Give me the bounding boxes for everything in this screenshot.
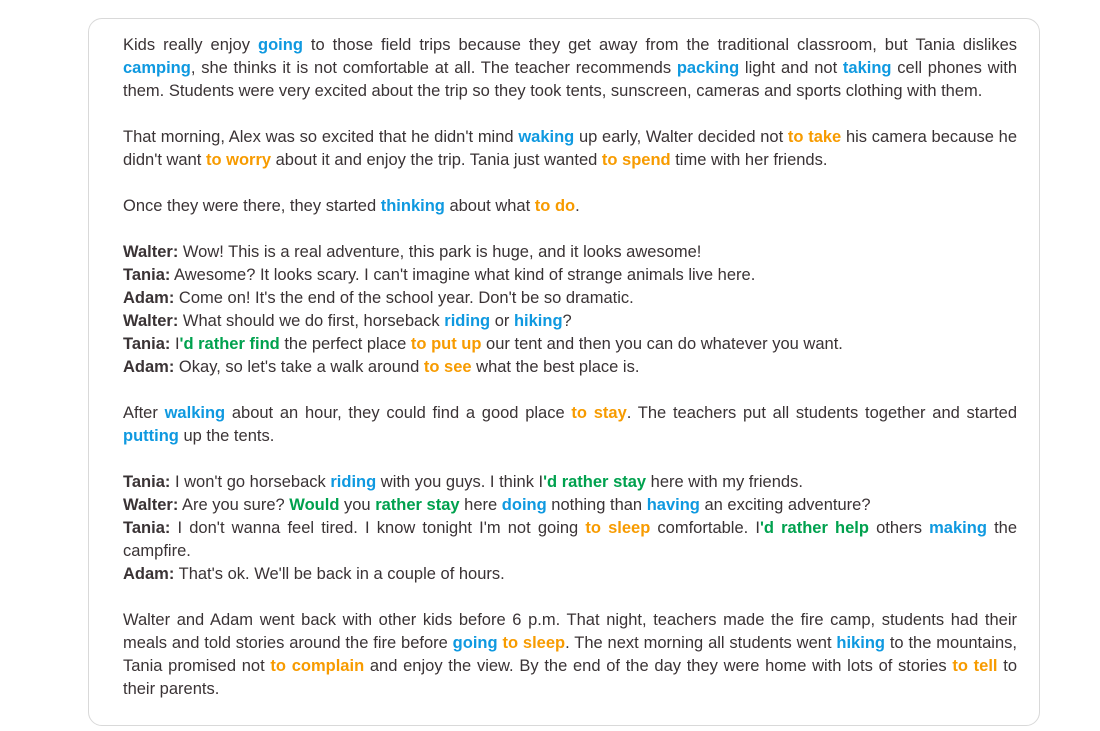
paragraph: [123, 402, 1022, 448]
highlighted-word-orange: to see: [423, 358, 472, 376]
paragraph: [123, 609, 1022, 701]
text-segment: about it and enjoy the trip. Tania just wanted: [271, 151, 602, 169]
text-segment: here with my friends.: [646, 473, 803, 491]
text-segment: to the mountains, Tania promised not: [123, 634, 1022, 675]
speaker-name: Tania:: [123, 473, 171, 491]
highlighted-word-blue: packing: [676, 59, 740, 77]
text-segment: you: [339, 496, 376, 514]
highlighted-word-green: 'd rather stay: [543, 473, 647, 491]
speaker-name: Adam:: [123, 289, 175, 307]
dialogue-line: [123, 287, 1017, 310]
highlighted-word-orange: to complain: [270, 657, 365, 675]
speaker-name: Tania:: [123, 519, 171, 537]
text-segment: our tent and then you can do whatever you want.: [481, 335, 843, 353]
highlighted-word-blue: waking: [518, 128, 575, 146]
dialogue-line: [123, 333, 1017, 356]
speaker-name: Walter:: [123, 243, 179, 261]
speaker-name: Walter:: [123, 312, 179, 330]
passage-text: [123, 34, 1022, 701]
paragraph: [123, 34, 1022, 103]
text-segment: or: [490, 312, 514, 330]
text-segment: . The next morning all students went: [565, 634, 837, 652]
highlighted-word-green: rather stay: [375, 496, 460, 514]
text-segment: , she thinks it is not comfortable at all. The teacher recommends: [190, 59, 677, 77]
text-segment: That morning, Alex was so excited that he didn't mind: [123, 128, 519, 146]
text-segment: to those field trips because they get away from the traditional classroom, but Tania dislikes: [302, 36, 1022, 54]
text-segment: .: [575, 197, 580, 215]
highlighted-word-green: 'd rather help: [759, 519, 869, 537]
highlighted-word-orange: to spend: [601, 151, 671, 169]
highlighted-word-orange: to take: [787, 128, 842, 146]
dialogue-line: [123, 356, 1017, 379]
text-segment: what the best place is.: [471, 358, 640, 376]
dialogue-line: [123, 563, 1017, 586]
highlighted-word-blue: riding: [330, 473, 377, 491]
text-segment: I won't go horseback: [170, 473, 331, 491]
text-segment: I don't wanna feel tired. I know tonight I'm not going: [170, 519, 586, 537]
text-segment: After: [123, 404, 165, 422]
text-segment: I: [170, 335, 180, 353]
paragraph: [123, 195, 1017, 218]
speaker-name: Tania:: [123, 335, 171, 353]
highlighted-word-blue: thinking: [380, 197, 445, 215]
highlighted-word-blue: making: [929, 519, 987, 537]
text-segment: the perfect place: [279, 335, 411, 353]
text-segment: up the tents.: [178, 427, 275, 445]
reading-passage-card: [88, 18, 1040, 726]
text-segment: comfortable. I: [650, 519, 760, 537]
dialogue-line: [123, 517, 1022, 563]
text-segment: Are you sure?: [178, 496, 290, 514]
text-segment: and enjoy the view. By the end of the day they were home with lots of stories: [364, 657, 953, 675]
text-segment: about an hour, they could find a good place: [225, 404, 572, 422]
highlighted-word-orange: to sleep: [585, 519, 651, 537]
speaker-name: Adam:: [123, 358, 175, 376]
dialogue-line: [123, 494, 1017, 517]
highlighted-word-orange: to put up: [410, 335, 482, 353]
text-segment: here: [459, 496, 502, 514]
paragraph: [123, 126, 1022, 172]
dialogue-line: [123, 241, 1017, 264]
highlighted-word-orange: to worry: [205, 151, 272, 169]
highlighted-word-blue: going: [258, 36, 303, 54]
text-segment: up early, Walter decided not: [574, 128, 788, 146]
text-segment: What should we do first, horseback: [178, 312, 445, 330]
highlighted-word-blue: taking: [842, 59, 892, 77]
highlighted-word-blue: hiking: [513, 312, 563, 330]
dialogue-block: [123, 471, 1022, 586]
text-segment: . The teachers put all students together and started: [626, 404, 1022, 422]
speaker-name: Adam:: [123, 565, 175, 583]
highlighted-word-orange: to do: [534, 197, 576, 215]
text-segment: That's ok. We'll be back in a couple of hours.: [174, 565, 505, 583]
text-segment: Once they were there, they started: [123, 197, 381, 215]
text-segment: with you guys. I think I: [376, 473, 544, 491]
highlighted-word-blue: hiking: [836, 634, 885, 652]
text-segment: time with her friends.: [670, 151, 828, 169]
highlighted-word-orange: to sleep: [502, 634, 566, 652]
text-segment: to their parents.: [123, 657, 1022, 698]
text-segment: the campfire.: [123, 519, 1022, 560]
dialogue-block: [123, 241, 1017, 379]
text-segment: cell phones with them. Students were very excited about the trip so they took tents, sunscreen, cameras and sports clothing with them.: [123, 59, 1022, 100]
text-segment: Okay, so let's take a walk around: [174, 358, 424, 376]
text-segment: his camera because he didn't want: [123, 128, 1022, 169]
text-segment: Kids really enjoy: [123, 36, 258, 54]
highlighted-word-blue: putting: [123, 427, 179, 445]
highlighted-word-blue: doing: [501, 496, 547, 514]
text-segment: light and not: [739, 59, 843, 77]
dialogue-line: [123, 310, 1017, 333]
text-segment: ?: [562, 312, 572, 330]
highlighted-word-green: 'd rather find: [179, 335, 280, 353]
highlighted-word-blue: riding: [444, 312, 491, 330]
text-segment: Wow! This is a real adventure, this park is huge, and it looks awesome!: [178, 243, 702, 261]
speaker-name: Walter:: [123, 496, 179, 514]
highlighted-word-blue: camping: [123, 59, 191, 77]
text-segment: Walter and Adam went back with other kids before 6 p.m. That night, teachers made the fire camp, students had their meals and told stories around the fire before: [123, 611, 1022, 652]
text-segment: about what: [444, 197, 535, 215]
text-segment: Come on! It's the end of the school year. Don't be so dramatic.: [174, 289, 634, 307]
highlighted-word-orange: to tell: [952, 657, 998, 675]
dialogue-line: [123, 471, 1017, 494]
text-segment: Awesome? It looks scary. I can't imagine what kind of strange animals live here.: [170, 266, 756, 284]
text-segment: nothing than: [546, 496, 647, 514]
text-segment: others: [868, 519, 930, 537]
highlighted-word-blue: having: [646, 496, 700, 514]
text-segment: an exciting adventure?: [699, 496, 871, 514]
highlighted-word-orange: to stay: [571, 404, 627, 422]
highlighted-word-blue: walking: [164, 404, 226, 422]
highlighted-word-green: Would: [289, 496, 340, 514]
dialogue-line: [123, 264, 1017, 287]
highlighted-word-blue: going: [452, 634, 498, 652]
speaker-name: Tania:: [123, 266, 171, 284]
